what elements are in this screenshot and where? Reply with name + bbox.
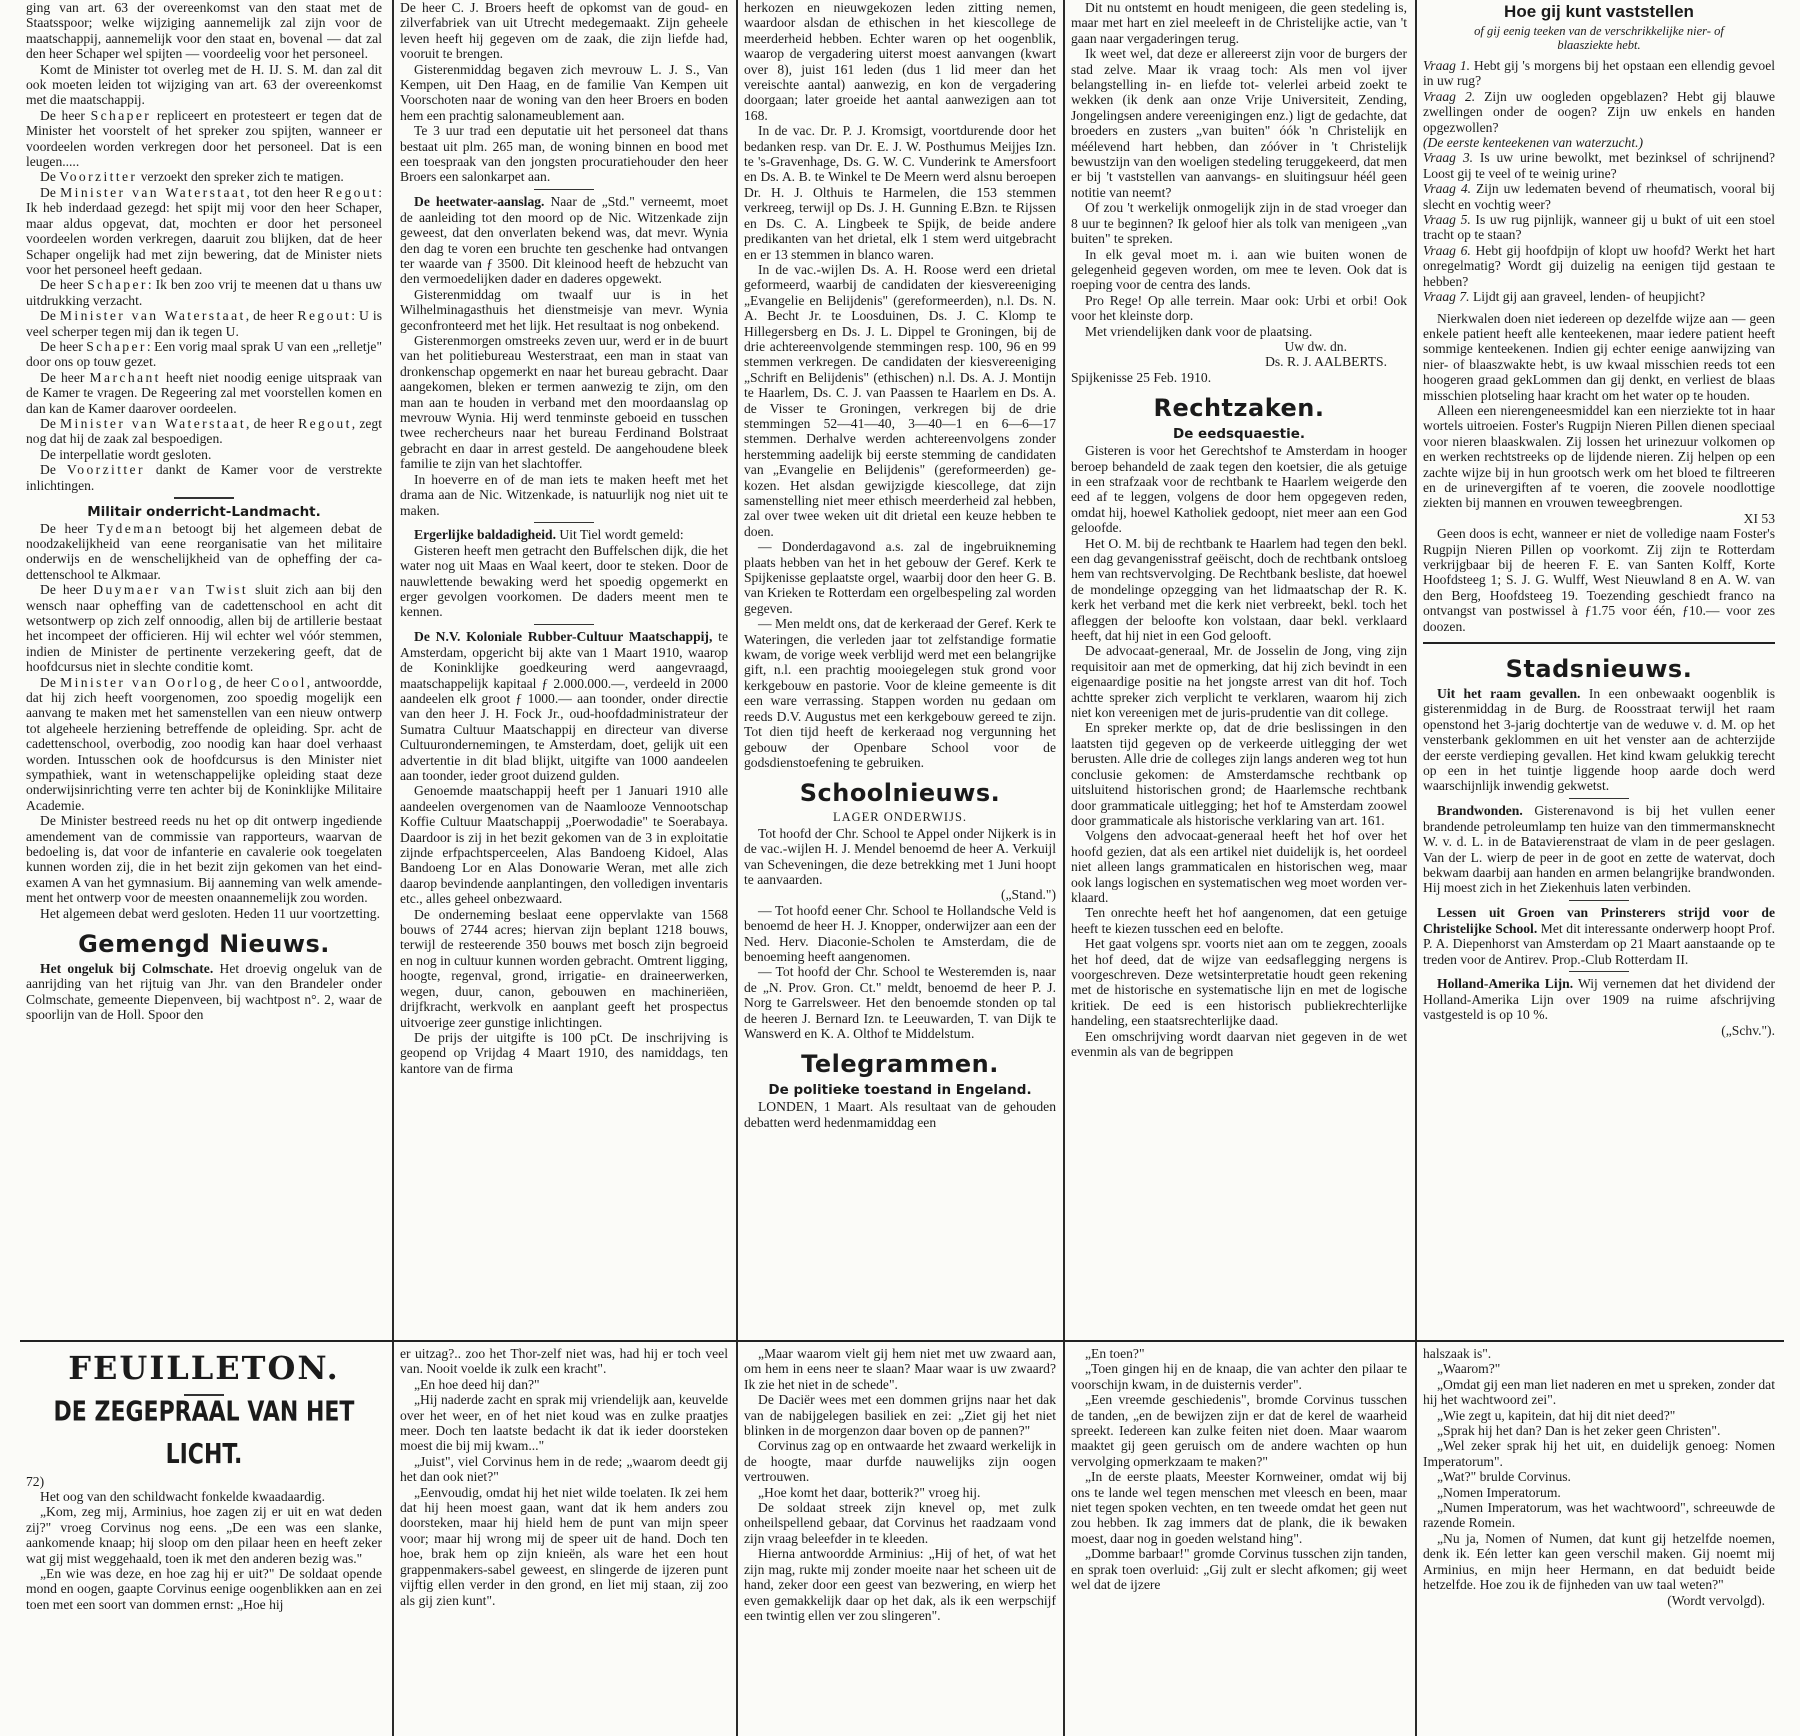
column-5 — [1423, 0, 1775, 1336]
paragraph: Te 3 uur trad een deputatie uit het personeel dat thans bestaat uit plm. 265 man, de woning binnen en bood met een toespraak van den jongsten procuratiehouder den heer Broers een salonkarpet aan. — [400, 123, 728, 185]
continued-note: (Wordt vervolgd). — [1667, 1592, 1765, 1608]
paragraph: „Wat?" brulde Corvinus. — [1437, 1469, 1571, 1485]
advert-question: Vraag 1. Hebt gij 's morgens bij het opstaan een ellendig gevoel in uw rug? — [1423, 58, 1775, 89]
paragraph: Het gaat volgens spr. voorts niet aan om te zeggen, zooals het hof deed, dat de wijze van eedsaflegging nergens is voorgeschreven. Deze wetsinterpretatie houdt geen rekening met de historische en systematische lijn en met de logische kritiek. De eed is een historisch publiekrechterlijke handeling, een staatsrechterlijke daad. — [1071, 936, 1407, 1029]
paragraph: „Nomen Imperatorum. — [1437, 1484, 1561, 1500]
paragraph: „Hoe komt het daar, botterik?" vroeg hij. — [758, 1484, 981, 1500]
feuilleton-column-3 — [744, 1346, 1056, 1732]
paragraph: In de vac.-wijlen Ds. A. H. Roose werd een drietal geformeerd, waarbij de candidaten der kiesvereeniging „Evangelie en Belijdenis" (gereformeerden), n.l. Ds. N. A. Becht Jr. te Loosduinen, Ds. J. C. Klomp te Hillegersberg en Ds. J. L. Dippel te Groningen, bij de drie achtereenvolgende stemmingen resp. 100, 96 en 99 stemmen verkregen. De candidaten der kiesvereeniging „Schrift en Belijdenis" (ethischen) n.l. Ds. A. J. Montijn te Haarlem, Ds. C. J. van Paassen te Haarlem en Ds. A. de Visser te Groningen, verkregen bij de drie stemmingen 52—41—40, 3—40—1 en 6—6—17 stemmen. Derhalve werden achtereenvolgens zonder herstemming aadelijk bij eerste stemming de candidaten van „Evangelie en Belijdenis" (gereformeerden) gekozen. Het alsdan gewijzigde kiescollege, dat zijn samenstelling niet meer ethisch meerderheid zal hebben, zal over twee weken uit dit drietal een keuze hebben te doen. — [744, 261, 1056, 539]
paragraph: De heer Marchant heeft niet noodig eenige uitspraak van de Kamer te vragen. De Regeering zal met voorstellen komen en dan kan de Kamer daarover oordeelen. — [26, 369, 382, 416]
paragraph: „Numen Imperatorum, was het wachtwoord", schreeuwde de razende Romein. — [1423, 1500, 1775, 1531]
paragraph: Uit het raam gevallen. In een onbewaakt oogenblik is gisterenmiddag in de Burg. de Roosstraat terwijl het raam openstond het 3-jarig dochtertje van de weduwe v. d. M. op het vensterbank geklommen en uit het venster aan de achterzijde der eerste verdieping gevallen. Het kind kwam gelukkig terecht op een in het tuintje liggende hoop aarde doch werd waarschijnlijk inwendig gekwetst. — [1423, 686, 1775, 794]
paragraph: „Nu ja, Nomen of Numen, dat kunt gij hetzelfde noemen, denk ik. Eén letter kan geen verschil maken. Gij noemt mij Arminius, en mijn heer Hermann, en dat beduidt beide hetzelfde. Hoe zou ik de fijnheden van uw taal weten?" — [1423, 1530, 1775, 1593]
paragraph: Een omschrijving wordt daarvan niet gegeven in de wet evenmin als van de begrippen — [1071, 1028, 1407, 1059]
paragraph: De heer Duymaer van Twist sluit zich aan bij den wensch naar opheffing van de cadettenschool en acht dit wetsontwerp op zich zelf onnoodig, allen bij de artillerie bestaat het incompeet der officieren. Hij wil echter wel vóór stemmen, indien de Minister de pertinente verzekering geeft, dat de hoofdcursus niet in slechte conditie komt. — [26, 582, 382, 675]
paragraph: Nierkwalen doen niet iedereen op dezelfde wijze aan — geen enkele patient heeft alle kenteekenen, maar iedere patient heeft sommige kenteekenen. Indien gij echter eenige aanwijzing van nier- of blaaszwakte hebt, is uw kwaal misschien reeds tot een hoogeren graad gekLommen dan gij denkt, en verliest de blaas misschien plotseling haar kracht om het water op te houden. — [1423, 310, 1775, 403]
paragraph: De interpellatie wordt gesloten. — [40, 446, 212, 462]
paragraph: Gisterenmorgen omstreeks zeven uur, werd er in de buurt van het politiebureau Westerstraat, een man in staat van dronkenschap opgemerkt en naar het bureau gebracht. Daar aangekomen, bleken er termen aanwezig te zijn, om den man aan te houden in verband met den moordaanslag op mevrouw Wynia. Hij werd tenminste geboeid en tusschen twee rechercheurs naar het bureau Ferdinand Bolstraat gebracht en daar in arrest gesteld. De aangehoudene bleek familie te zijn van het slachtoffer. — [400, 333, 728, 472]
paragraph: „Wel zeker sprak hij het uit, en duidelijk genoeg: Nomen Imperatorum". — [1423, 1438, 1775, 1469]
story-title: DE ZEGEPRAAL VAN HET LICHT. — [53, 1396, 355, 1470]
paragraph: Brandwonden. Gisterenavond is bij het vullen eener brandende petroleumlamp ten huize van den timmermansknecht W. v. d. L. in de Batavierenstraat de vlam in de peer geslagen. Van der L. wierp de peer in de goot en zette de watervat, doch bekwam daarbij aan handen en armen belangrijke brandwonden. Hij moest zich in het Ziekenhuis laten verbinden. — [1423, 803, 1775, 896]
paragraph: „En toen?" — [1085, 1346, 1145, 1361]
paragraph: — Men meldt ons, dat de kerkeraad der Geref. Kerk te Wateringen, die verleden jaar tot zelfstandige formatie kwam, de vorige week verblijd werd met een belangrijke gift, n.l. een prachtig mooiegelegen stuk grond voor kerkgebouw en pastorie. Voor de kleine gemeente is dit een ware verrassing. Stappen worden nu gedaan om reeds D.V. Augustus met een kerkgebouw gereed te zijn. Tot dien tijd heeft de kerkeraad nog vergunning het gebouw der Openbare School voor de godsdienstoefening te gebruiken. — [744, 616, 1056, 770]
column-rule — [1415, 0, 1417, 1736]
advert-question: Vraag 5. Is uw rug pijnlijk, wanneer gij u bukt of uit een stoel tracht op te staan? — [1423, 212, 1775, 243]
paragraph: De heer Schaper: Ik ben zoo vrij te meenen dat u thans uw uitdrukking verzacht. — [26, 277, 382, 308]
paragraph: In elk geval moet m. i. aan wie buiten wonen de gelegenheid gegeven worden, om mee te leven. Ook dat is roeping voor de centra des lands. — [1071, 246, 1407, 293]
sub-heading: De eedsquaestie. — [1172, 426, 1305, 443]
divider — [174, 497, 234, 499]
paragraph: Gisterenmiddag begaven zich mevrouw L. J. S., Van Kempen, uit Den Haag, en de familie Van Kempen uit Voorschoten naar de woning van den heer Broers en boden hem een prachtig salonameublement aan. — [400, 61, 728, 123]
section-heading: Telegrammen. — [801, 1050, 999, 1079]
paragraph: Het ongeluk bij Colmschate. Het droevig ongeluk van de aanrijding van het rijtuig van Jhr. van den Brandeler onder Colmschate, gemeente Diepenveen, bij wachtpost n°. 2, waar de spoorlijn van de Holl. Spoor den — [26, 961, 382, 1023]
paragraph: Corvinus zag op en ontwaarde het zwaard werkelijk in de hoogte, maar durfde nauwelijks zijn oogen vertrouwen. — [744, 1438, 1056, 1485]
feuilleton-column-2 — [400, 1346, 728, 1732]
advert-heading: Hoe gij kunt vaststellen — [1504, 2, 1694, 21]
paragraph: Gisteren is voor het Gerechtshof te Amsterdam in hooger beroep behandeld de zaak tegen den koetsier, die als getuige in een strafzaak voor de rechtbank te Haarlem weigerde den eed af te leggen, volgens de door hem opgegeven reden, omdat hij, hoewel Katholiek gedoopt, niet meer aan een God geloofde. — [1071, 443, 1407, 536]
paragraph: — Tot hoofd eener Chr. School te Hollandsche Veld is benoemd de heer H. J. Knopper, onderwijzer aan een der Ned. Herv. Diaconie-Scholen te Amsterdam, die de benoeming heeft aangenomen. — [744, 902, 1056, 964]
paragraph: Ergerlijke baldadigheid. Uit Tiel wordt gemeld: — [414, 527, 684, 543]
paragraph: In de vac. Dr. P. J. Kromsigt, voortdurende door het bedanken resp. van Dr. E. J. W. Posthumus Meijjes Izn. te 's-Gravenhage, Ds. G. W. C. Vunderink te Amersfoort en Ds. A. B. te Winkel te De Meern werd alsnu beroepen Dr. H. J. Olthuis te Harmelen, die 153 stemmen verkreeg, terwijl op Ds. J. H. Gunning E.Bzn. te Rijssen en Ds. C. A. Lingbeek te Spijk, de beide andere predikanten van het drietal, elk 1 stem werd uitgebracht en er 13 stemmen in blanco waren. — [744, 123, 1056, 262]
section-heading: Schoolnieuws. — [799, 779, 1001, 808]
paragraph: Genoemde maatschappij heeft per 1 Januari 1910 alle aandeelen overgenomen van de Naamlooze Vennootschap Koffie Cultuur Maatschappij „Poerwodadie" te Soerabaya. Daardoor is zij in het bezit gekomen van de 3 in exploitatie zijnde erfpachtsperceelen, Alas Bandoeng Kidoel, Alas Bandoeng Lor en Alas Donowarie Weran, met alle zich daarop bevindende aanplantingen, den volledigen inventaris etc., alles geheel onbezwaard. — [400, 783, 728, 907]
signature-greeting: Uw dw. dn. — [1284, 338, 1347, 354]
installment-number: 72) — [26, 1473, 45, 1489]
section-heading: Rechtzaken. — [1153, 394, 1325, 423]
column-rule — [392, 0, 394, 1736]
paragraph: De soldaat streek zijn knevel op, met zulk onheilspellend gebaar, dat Corvinus het raadzaam vond zijn vraag beleefder in te kleeden. — [744, 1500, 1056, 1546]
source-credit: („Stand.") — [1001, 887, 1056, 903]
paragraph: De heer Schaper: Een vorig maal sprak U van een „relletje" door ons op touw gezet. — [26, 338, 382, 370]
section-heading: Militair onderricht-Landmacht. — [87, 503, 321, 520]
paragraph: De advocaat-generaal, Mr. de Josselin de Jong, ving zijn requisitoir aan met de opmerking, dat hij zich bevindt in een eigenaardige positie na het jongste arrest van dit hof. Toch achtte spreker zich verplicht te verklaren, waarom hij zich niet kon vereenigen met de juris-prudentie van dit college. — [1071, 643, 1407, 721]
paragraph: De prijs der uitgifte is 100 pCt. De inschrijving is geopend op Vrijdag 4 Maart 1910, des namiddags, ten kantore van de firma — [400, 1029, 728, 1076]
section-heading: Stadsnieuws. — [1505, 655, 1693, 684]
paragraph: „Domme barbaar!" gromde Corvinus tusschen zijn tanden, en sprak toen overluid: „Gij zult er slecht afkomen; gij weet wel dat de ijzere — [1071, 1546, 1407, 1593]
paragraph: „Waarom?" — [1437, 1361, 1501, 1377]
feuilleton-title: FEUILLETON. — [68, 1349, 340, 1387]
paragraph: „Omdat gij een man liet naderen en met u spreken, zonder dat hij het wachtwoord zei". — [1423, 1376, 1775, 1408]
paragraph: De Minister van Waterstaat, tot den heer Regout: Ik heb inderdaad gezegd: het spijt mij voor den heer Schaper, maar aldus opgevat, dat, mochten er door het personeel voordeelen worden verkregen, daaruit zou blijken, dat de heer Schaper ongelijk had met zijn bewering, dat de Minister niets voor het personeel heeft gedaan. — [26, 184, 382, 277]
paragraph: er uitzag?.. zoo het Thor-zelf niet was, had hij er toch veel van. Nooit voelde ik zulk een kracht". — [400, 1346, 728, 1377]
column-1 — [26, 0, 382, 1336]
divider — [1569, 971, 1629, 973]
paragraph: Pro Rege! Op alle terrein. Maar ook: Urbi et orbi! Ook voor het kleinste dorp. — [1071, 292, 1407, 324]
paragraph: Het O. M. bij de rechtbank te Haarlem had tegen den bekl. een dag gevangenisstraf geëischt, doch de rechtbank ontsloeg hem van rechtsvervolging. De Rechtbank besliste, dat hoewel de mondelinge opzegging van het lidmaatschap der R. K. kerk het verband met die kerk niet verbreekt, bekl. toch het afleggen der beloofte kon volstaan, daar bekl. verklaard heeft, dat hij niet in een God gelooft. — [1071, 535, 1407, 644]
paragraph: „Maar waarom vielt gij hem niet met uw zwaard aan, om hem in eens neer te slaan? Maar waar is uw zwaard? Ik zie het niet in de schede". — [744, 1346, 1056, 1392]
divider — [534, 522, 594, 524]
paragraph: „Wie zegt u, kapitein, dat hij dit niet deed?" — [1437, 1407, 1676, 1423]
paragraph: Tot hoofd der Chr. School te Appel onder Nijkerk is in de vac.-wijlen H. J. Mendel benoemd de heer A. Verkuijl van Scheveningen, die deze betrekking met 1 Juni hoopt te aanvaarden. — [744, 825, 1056, 887]
paragraph: „En wie was deze, en hoe zag hij er uit?" De soldaat opende mond en oogen, gaapte Corvinus eenige oogenblikken aan en zei toen met een soort van dommen ernst: „Hoe hij — [26, 1565, 382, 1612]
paragraph: „En hoe deed hij dan?" — [414, 1376, 540, 1392]
divider — [1569, 798, 1629, 800]
paragraph: Holland-Amerika Lijn. Wij vernemen dat het dividend der Holland-Amerika Lijn over 1909 na ruime afschrijving vastgesteld is op 10 %. — [1423, 976, 1775, 1023]
paragraph: Met vriendelijken dank voor de plaatsing. — [1085, 323, 1313, 339]
paragraph: Het algemeen debat werd gesloten. Heden 11 uur voortzetting. — [40, 905, 380, 921]
paragraph: Lessen uit Groen van Prinsterers strijd voor de Christelijke School. Met dit interessante onderwerp hoopt Prof. P. A. Diepenhorst van Amsterdam op 21 Maart aanstaande op te treden voor de Antirev. Prop.-Club Rotterdam II. — [1423, 905, 1775, 967]
divider — [534, 624, 594, 626]
section-heading: Gemengd Nieuws. — [78, 930, 330, 959]
paragraph: „Sprak hij het dan? Dan is het zeker geen Christen". — [1437, 1423, 1721, 1439]
paragraph: De Minister van Oorlog, de heer Cool, antwoordde, dat hij zich heeft voorgenomen, zoo spoedig mogelijk een aanvang te maken met het samenstellen van een nieuw ontwerp tot algeheele herziening betreffende de opleiding. Spr. acht de cadettenschool, overbodig, zoo noodig kan haar doel verhaast worden. Intusschen ook de hoofdcursus is den Minister niet sympathiek, want in wetenschappelijke opleiding staat deze onderwijsinrichting verre ten achter bij de Koninklijke Militaire Academie. — [26, 674, 382, 813]
paragraph: „Toen gingen hij en de knaap, die van achter den pilaar te voorschijn kwam, in de duisternis verder". — [1071, 1361, 1407, 1392]
advert-question: Vraag 4. Zijn uw ledematen bevend of rheumatisch, vooral bij slecht en vochtig weer? — [1423, 181, 1775, 212]
paragraph: De N.V. Koloniale Rubber-Cultuur Maatschappij, te Amsterdam, opgericht bij akte van 1 Maart 1910, waarop de Koninklijke goedkeuring werd aangevraagd, maatschappelijk kapitaal ƒ 2.000.000.—, verdeeld in 2000 aandeelen elk groot ƒ 1000.— aan toonder, onder directie van den heer J. H. Fock Jr., oud-hoofdadministrateur der Sumatra Cultuur Maatschappij en directeur van diverse Cultuurondernemingen, te Amsterdam, doet, gelijk uit een advertentie in dit blad blijkt, uitgifte van 1000 aandeelen aan toonder, ieder groot duizend gulden. — [400, 629, 728, 783]
advert-question: Vraag 7. Lijdt gij aan graveel, lenden- of heupjicht? — [1423, 289, 1706, 305]
paragraph: „Juist", viel Corvinus hem in de rede; „waarom deedt gij het dan ook niet?" — [400, 1453, 728, 1485]
paragraph: Gisterenmiddag om twaalf uur is in het Wilhelminagasthuis het dienstmeisje van mevr. Wynia geconfronteerd met het lijk. Het resultaat is nog onbekend. — [400, 286, 728, 333]
paragraph: „Kom, zeg mij, Arminius, hoe zagen zij er uit en wat deden zij?" vroeg Corvinus nog eens. „De een was een slanke, aankomende knaap; hij sloop om den pilaar heen en heeft zeker wat gij mist weggehaald, toen ik met den anderen bezig was." — [26, 1504, 382, 1566]
feuilleton-column-4 — [1071, 1346, 1407, 1732]
paragraph: herkozen en nieuwgekozen leden zitting nemen, waardoor alsdan de ethischen in het kiescollege de meerderheid hebben. Echter waren op het oogenblik, waarop de vergadering uiterst moest aanvangen (kwart over 8), juist 161 leden (dus 1 lid meer dan het vereischte aantal) aanwezig, en kon de vergadering doorgaan; later groeide het aantal aanwezigen aan tot 168. — [744, 0, 1056, 123]
sub-heading: LAGER ONDERWIJS. — [832, 810, 968, 825]
paragraph: halszaak is". — [1423, 1346, 1492, 1361]
source-credit: („Schv."). — [1721, 1022, 1775, 1038]
divider — [1423, 642, 1775, 644]
paragraph: Volgens den advocaat-generaal heeft het hof over het hoofd gezien, dat als een artikel niet duidelijk is, het oordeel niet alleen langs grammaticalen en historischen weg, maar ook langs logischen en systematischen weg moet worden verklaard. — [1071, 828, 1407, 905]
paragraph: De Daciër wees met een dommen grijns naar het dak van de nabijgelegen basiliek en zei: „Ziet gij het niet blinken in de morgenzon daar boven op de pannen?" — [744, 1392, 1056, 1439]
advert-code: XI 53 — [1743, 510, 1775, 526]
paragraph: Gisteren heeft men getracht den Buffelschen dijk, die het water nog uit Maas en Waal keert, door te steken. Door de nauwlettende bewaking werd het spoedig opgemerkt en erger gevolgen voorkomen. De daders meent men te kennen. — [400, 542, 728, 620]
feuilleton-separator — [20, 1340, 1784, 1342]
paragraph: De Minister van Waterstaat, de heer Regout, zegt nog dat hij de zaak zal bespoedigen. — [26, 415, 382, 447]
paragraph: Ik weet wel, dat deze er allereerst zijn voor de burgers der stad zelve. Maar ik vraag toch: Als men vol ijver belangstelling in- en liefde tot- velerlei arbeid zoekt te wekken (ik denk aan onze Vrije Universiteit, Zending, Jongelingsen andere vereenigingen enz.) ligt de gedachte, dat broeders en zusters „van buiten" óók 'n Christelijk en méélevend hart hebben, dan zóóver in 't Christelijk bewustzijn van den woeligen stedeling teruggekeerd, dat men er bij 't vaststellen van aanvangs- en sluitingsuur héél geen notitie van neemt? — [1071, 46, 1407, 200]
advert-question: Vraag 3. Is uw urine bewolkt, met bezinksel of schrijnend? Loost gij te veel of te weinig urine? — [1423, 150, 1775, 181]
advert-subheading: of gij eenig teeken van de verschrikkelijke nier- of blaasziekte hebt. — [1474, 24, 1724, 52]
column-rule — [736, 0, 738, 1736]
column-3 — [744, 0, 1056, 1336]
paragraph: „Een vreemde geschiedenis", bromde Corvinus tusschen de tanden, „en de bewijzen zijn er dat de kerel de waarheid spreekt. Iedereen kan zulke feiten niet doen. Maar waarom maaktet gij geen geruisch om de andere wachten op hun vervolging opmerkzaam te maken?" — [1071, 1392, 1407, 1469]
paragraph: ging van art. 63 der overeenkomst van den staat met de Staatsspoor; welke wijziging aannemelijk zal zijn voor de maatschappij, aannemelijk voor den staat en, bovenal — dat zal den heer Schaper wel spijten — voordeelig voor het personeel. — [26, 0, 382, 62]
paragraph: En spreker merkte op, dat de drie beslissingen in den laatsten tijd gegeven op de verkeerde uitlegging der wet berusten. Alle drie de colleges zijn langs anderen weg tot hun conclusie gekomen: de Amsterdamsche rechtbank op uitsluitend historischen grond; de Haarlemsche rechtbank door grammaticale uitlegging; het hof te Amsterdam zoowel door grammaticale als historische verklaring van art. 161. — [1071, 720, 1407, 828]
paragraph: De heer Tydeman betoogt bij het algemeen debat de noodzakelijkheid van eene reorganisatie van het militaire onderwijs en de wenschelijkheid van de opheffing der cadettenschool te Alkmaar. — [26, 520, 382, 582]
paragraph: LONDEN, 1 Maart. Als resultaat van de gehouden debatten werd hedenmamiddag een — [744, 1099, 1056, 1130]
paragraph: Komt de Minister tot overleg met de H. IJ. S. M. dan zal dit ook moeten leiden tot wijziging van art. 63 der overeenkomst met die maatschappij. — [26, 61, 382, 108]
paragraph: De heetwater-aanslag. Naar de „Std." verneemt, moet de aanleiding tot den moord op de Nic. Witzenkade zijn geweest, dat den onverlaten bekend was, dat mevr. Wynia den dag te voren een bruchte ten geschenke had ontvangen ter waarde van ƒ 3500. Dit kleinood heeft de hebzucht van den vermoedelijken dader en daderes opgewekt. — [400, 194, 728, 287]
advert-note: (De eerste kenteekenen van waterzucht.) — [1423, 135, 1644, 151]
paragraph: Ten onrechte heeft het hof aangenomen, dat een getuige heeft te kiezen tusschen eed en belofte. — [1071, 905, 1407, 936]
column-rule — [1063, 0, 1065, 1736]
column-2 — [400, 0, 728, 1336]
paragraph: De Voorzitter dankt de Kamer voor de verstrekte inlichtingen. — [26, 462, 382, 493]
paragraph: In hoeverre en of de man iets te maken heeft met het drama aan de Nic. Witzenkade, is natuurlijk nog niet uit te maken. — [400, 471, 728, 518]
column-4 — [1071, 0, 1407, 1336]
paragraph: „In de eerste plaats, Meester Kornweiner, omdat wij bij ons te lande wel tegen menschen met vleesch en been, maar niet tegen spoken vechten, en ten tweede omdat het geen nut zou hebben. Ik zag immers dat de plank, die ik bewaken moest, daar nog in goeden welstand hing". — [1071, 1469, 1407, 1546]
feuilleton-column-1 — [26, 1346, 382, 1732]
sub-heading: De politieke toestand in Engeland. — [768, 1082, 1032, 1099]
advert-question: Vraag 2. Zijn uw oogleden opgeblazen? Hebt gij blauwe zwellingen onder de oogen? Zijn uw enkels en handen opgezwollen? — [1423, 88, 1775, 135]
advert-question: Vraag 6. Hebt gij hoofdpijn of klopt uw hoofd? Werkt het hart onregelmatig? Wordt gij duizelig na eenigen tijd gestaan te hebben? — [1423, 242, 1775, 289]
paragraph: De Voorzitter verzoekt den spreker zich te matigen. — [40, 169, 344, 185]
paragraph: Dit nu ontstemt en houdt menigeen, die geen stedeling is, maar met hart en ziel meeleeft in de Christelijke actie, van 't gaan naar vergaderingen terug. — [1071, 0, 1407, 46]
paragraph: Hierna antwoordde Arminius: „Hij of het, of wat het zijn mag, rukte mij zonder moeite naar het scheen uit de hand, zeker door een geest van bezwering, en wierp het even gemakkelijk daar op het dak, als ik een werpschijf een twintig ellen ver zou slingeren". — [744, 1546, 1056, 1623]
signature-name: Ds. R. J. AALBERTS. — [1265, 354, 1387, 370]
paragraph: — Donderdagavond a.s. zal de ingebruikneming plaats hebben van het in het gebouw der Geref. Kerk te Spijkenisse geplaatste orgel, waarbij door den heer G. B. van Krieken te Rotterdam een orgelbespeling zal worden gegeven. — [744, 539, 1056, 616]
paragraph: Geen doos is echt, wanneer er niet de volledige naam Foster's Rugpijn Nieren Pillen op voorkomt. Zij zijn te Rotterdam verkrijgbaar bij de heeren F. E. van Santen Kolff, Korte Hoofdsteeg 1; S. J. G. Wulff, West Nieuwland 8 en A. W. van den Berg, Hoofdsteeg 19. Toezending geschiedt franco na ontvangst van postwissel à ƒ1.75 voor één, ƒ10.— voor zes doozen. — [1423, 526, 1775, 634]
paragraph: — Tot hoofd der Chr. School te Westeremden is, naar de „N. Prov. Gron. Ct." meldt, benoemd de heer P. J. Norg te Garrelsweer. Het den benoemde stonden op tal de heeren J. Bernard Izn. te Leeuwarden, T. van Dijk te Wanswerd en K. A. Olthof te Middelstum. — [744, 964, 1056, 1041]
paragraph: De heer Schaper repliceert en protesteert er tegen dat de Minister het voorstelt of het spreker zou spijten, wanneer er voordeelen worden verkregen door het personeel. Dat is een leugen..... — [26, 107, 382, 170]
paragraph: De heer C. J. Broers heeft de opkomst van de goud- en zilverfabriek van uit Utrecht medegemaakt. Zijn geheele leven heeft hij gegeven om de zaak, die zijn liefde had, vooruit te brengen. — [400, 0, 728, 62]
paragraph: „Eenvoudig, omdat hij het niet wilde toelaten. Ik zei hem dat hij heen moest gaan, want dat ik hem anders zou doorsteken, maar hij hield hem de punt van mijn speer voor; maar hij wrong mij de speer uit de hand. Doch ten hoe, brak hem op zijn knieën, als ware het een hout grappenmakers-sabel geweest, en slingerde de ijzeren punt vijftig ellen verder in den grond, en liet mij staan, zij zoo als gij zien kunt". — [400, 1484, 728, 1608]
divider — [534, 189, 594, 191]
feuilleton-column-5 — [1423, 1346, 1775, 1732]
paragraph: De Minister bestreed reeds nu het op dit ontwerp ingediende amendement van de commissie van rapporteurs, waarvan de bedoeling is, dat voor de infanterie en cavalerie ook toegelaten kunnen worden zij, die in het bezit zijn gekomen van het eind-examen A van het gymnasium. Bij aanneming van welk amendement het ontwerp voor de meesten onaannemelijk zou worden. — [26, 813, 382, 906]
paragraph: De onderneming beslaat eene oppervlakte van 1568 bouws of 2744 acres; hiervan zijn beplant 1218 bouws, terwijl de resteerende 350 bouws met bosch zijn begroeid en nog in cultuur kunnen worden gebracht. Omtrent ligging, hoogte, regenval, grond, irrigatie- en draineerwerken, wegen, duur, canon, gebouwen en machineriëen, drijfkracht, werkvolk en aanplant geeft het prospectus uitvoerige zeer gunstige inlichtingen. — [400, 906, 728, 1030]
divider — [1569, 900, 1629, 902]
paragraph: „Hij naderde zacht en sprak mij vriendelijk aan, keuvelde over het weer, en of het niet koud was en zulke praatjes meer. Doch ten laatste bedacht ik dat ik ieder doorsteken moest die bij mij kwam..." — [400, 1392, 728, 1454]
paragraph: Of zou 't werkelijk onmogelijk zijn in de stad vroeger dan 8 uur te beginnen? Ik geloof hier als tolk van menigeen „van buiten" te spreken. — [1071, 200, 1407, 247]
paragraph: Het oog van den schildwacht fonkelde kwaadaardig. — [40, 1488, 325, 1504]
paragraph: Alleen een nierengeneesmiddel kan een nierziekte tot in haar wortels uitroeien. Foster's Rugpijn Nieren Pillen dienen speciaal voor nieren blaaskwalen. Zij lossen het urinezuur volkomen op en werken rechtstreeks op de lijdende nieren. Zij helpen op een zachte wijze bij in hun grootsch werk om het bloed te filtreeren en de urinevergiften af te voeren, die zoovele noodlottige ziekten bij mannen en vrouwen teweegbrengen. — [1423, 402, 1775, 511]
paragraph: De Minister van Waterstaat, de heer Regout: U is veel scherper tegen mij dan ik tegen U. — [26, 308, 382, 339]
dateline: Spijkenisse 25 Feb. 1910. — [1071, 369, 1212, 385]
